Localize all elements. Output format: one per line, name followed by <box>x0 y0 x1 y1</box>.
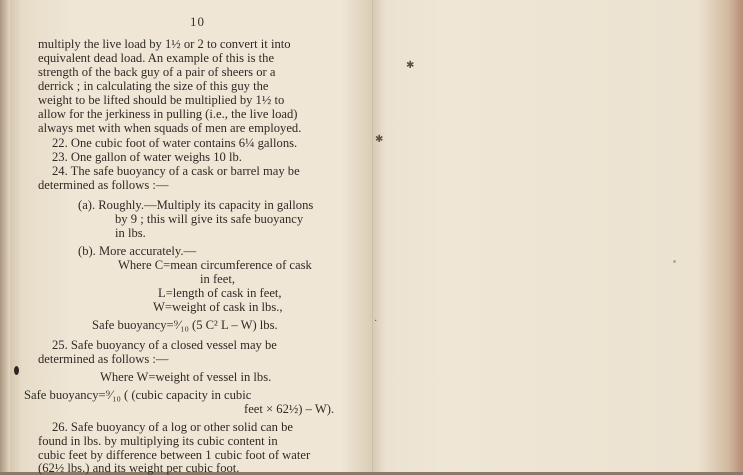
text-line: L=length of cask in feet, <box>158 286 282 300</box>
text-line: Where C=mean circumference of cask <box>118 258 312 272</box>
text-line: allow for the jerkiness in pulling (i.e., the live load) <box>38 107 298 121</box>
text-line: 26. Safe buoyancy of a log or other solid can be <box>52 420 293 434</box>
text-line: cubic feet by difference between 1 cubic foot of water <box>38 448 311 462</box>
text-line: 22. One cubic foot of water contains 6¼ gallons. <box>52 136 298 150</box>
text-line: determined as follows :— <box>38 352 169 366</box>
foxing-mark: ✱ <box>375 134 384 145</box>
page-edge-shadow <box>0 0 10 472</box>
text-line: 24. The safe buoyancy of a cask or barrel may be <box>52 164 300 178</box>
foxing-spot <box>673 260 676 263</box>
ink-spot <box>14 366 19 375</box>
text-line: feet × 62½) – W). <box>244 402 335 416</box>
text-line: in feet, <box>200 272 235 286</box>
foxing-mark: · <box>374 316 378 327</box>
text-line: always met with when squads of men are employed. <box>38 121 302 135</box>
right-page <box>373 0 743 472</box>
text-line: Safe buoyancy=⁹⁄₁₀ (5 C² L – W) lbs. <box>92 318 278 332</box>
text-line: (a). Roughly.—Multiply its capacity in gallons <box>78 198 314 212</box>
text-line: found in lbs. by multiplying its cubic content in <box>38 434 278 448</box>
text-line: in lbs. <box>115 226 146 240</box>
text-line: derrick ; in calculating the size of this guy the <box>38 79 269 93</box>
text-line: equivalent dead load. An example of this is the <box>38 51 275 65</box>
text-line: determined as follows :— <box>38 178 169 192</box>
text-line: (62½ lbs.) and its weight per cubic foot. <box>38 461 240 475</box>
text-line: W=weight of cask in lbs., <box>153 300 283 314</box>
text-line: strength of the back guy of a pair of sheers or a <box>38 65 276 79</box>
text-line: weight to be lifted should be multiplied by 1½ to <box>38 93 285 107</box>
text-line: multiply the live load by 1½ or 2 to convert it into <box>38 37 291 51</box>
text-line: 23. One gallon of water weighs 10 lb. <box>52 150 242 164</box>
text-line: Where W=weight of vessel in lbs. <box>100 370 272 384</box>
page-number: 10 <box>190 14 205 29</box>
text-line: 25. Safe buoyancy of a closed vessel may be <box>52 338 277 352</box>
foxing-mark: ✱ <box>406 60 415 71</box>
text-line: (b). More accurately.— <box>78 244 197 258</box>
text-line: by 9 ; this will give its safe buoyancy <box>115 212 304 226</box>
text-line: Safe buoyancy=⁹⁄₁₀ ( (cubic capacity in cubic <box>24 388 252 402</box>
